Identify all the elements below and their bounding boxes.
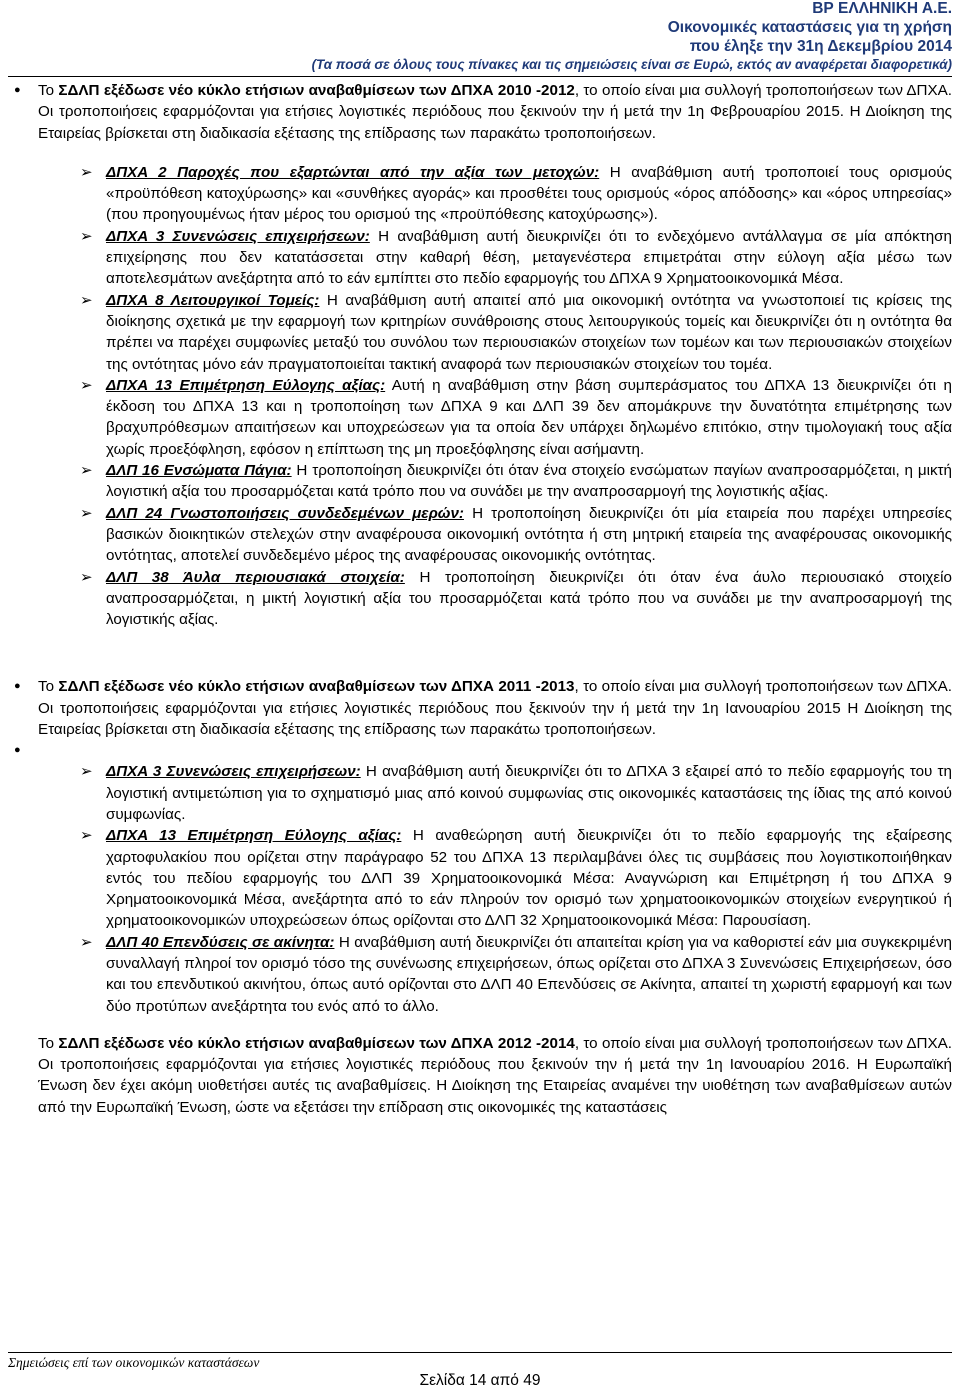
item-text: Η αναβάθμιση αυτή διευκρινίζει ότι το ΔΠΧΑ 3 εξαιρεί από το πεδίο εφαρμογής του τη λογιστική αντιμετώπιση για το σχηματισμό μιας από κοινού συμφωνίας στις οικονομικές καταστάσεις της ίδιας της από κοινού συμφωνίας. xyxy=(106,763,952,823)
section2-heading: ΣΔΛΠ εξέδωσε νέο κύκλο ετήσιων αναβαθμίσεων των ΔΠΧΑ 2011 -2013 xyxy=(58,678,575,696)
arrow-bullet-icon: ➢ xyxy=(80,163,93,181)
list-item xyxy=(14,567,952,631)
bullet-icon: ● xyxy=(14,744,21,757)
report-title: Οικονομικές καταστάσεις για τη χρήση xyxy=(667,19,952,36)
arrow-bullet-icon: ➢ xyxy=(80,376,93,394)
section1-prefix: Το xyxy=(38,82,59,99)
page-number: Σελίδα 14 από 49 xyxy=(419,1372,541,1389)
arrow-bullet-icon: ➢ xyxy=(80,291,93,309)
item-title: ΔΛΠ 16 Ενσώματα Πάγια: xyxy=(106,462,292,480)
document-body xyxy=(14,80,952,1118)
bullet-icon: ● xyxy=(14,84,21,96)
item-title: ΔΠΧΑ 3 Συνενώσεις επιχειρήσεων: xyxy=(106,227,370,245)
header-rule xyxy=(8,76,952,77)
bullet-icon: ● xyxy=(14,680,21,693)
arrow-bullet-icon: ➢ xyxy=(80,504,93,522)
list-item xyxy=(14,162,952,226)
footer-caption: Σημειώσεις επί των οικονομικών καταστάσεων xyxy=(8,1355,260,1370)
document-header xyxy=(312,0,952,74)
arrow-bullet-icon: ➢ xyxy=(80,227,93,245)
empty-bullet xyxy=(14,740,952,761)
section2-paragraph xyxy=(14,676,952,740)
item-text: Αυτή η αναβάθμιση στην βάση συμπεράσματος του ΔΠΧΑ 13 διευκρινίζει ότι η έκδοση του ΔΠΧΑ 13 και η τροποποίηση των ΔΠΧΑ 9 και ΔΛΠ 39 δεν απομάκρυνε την δυνατότητα επιμέτρησης των βραχυπρόθεσμων απαιτήσεων και υποχρεώσεων για τα οποία δεν υπάρχει δηλωμένο επιτόκιο, στην τιμολογιακή τους αξία χωρίς προεξόφληση, εφόσον η επίπτωση της μη προεξόφλησης είναι ασήμαντη. xyxy=(106,376,952,458)
item-title: ΔΛΠ 24 Γνωστοποιήσεις συνδεδεμένων μερών: xyxy=(106,504,464,522)
section2-text: , το οποίο είναι μια συλλογή τροποποιήσεων των ΔΠΧΑ. Οι τροποποιήσεις εφαρμόζονται για ετήσιες λογιστικές περιόδους που ξεκινούν την ή μετά την 1η Ιανουαρίου 2015 Η Διοίκηση της Εταιρείας βρίσκεται στη διαδικασία εξέτασης της επίδρασης των παρακάτω τροποποιήσεων. xyxy=(38,678,953,739)
section3-paragraph xyxy=(14,1033,952,1118)
arrow-bullet-icon: ➢ xyxy=(80,462,93,480)
list-item xyxy=(14,761,952,825)
item-text: Η αναβάθμιση αυτή διευκρινίζει ότι απαιτείται κρίση για να καθοριστεί εάν μια συγκεκριμένη συναλλαγή πληροί τον ορισμό τόσο της συνένωσης επιχειρήσεων, όπως ορίζεται στο ΔΠΧΑ 3 Συνενώσεις Επιχειρήσεων, όσο και του επενδυτικού ακινήτου, όπως αυτό ορίζονται στο ΔΛΠ 40 Επενδύσεις σε Ακίνητα, απαιτεί τη χωριστή εφαρμογή και των δύο προτύπων ανεξάρτητα του ενός από το άλλο. xyxy=(106,933,952,1015)
item-title: ΔΠΧΑ 3 Συνενώσεις επιχειρήσεων: xyxy=(106,763,361,781)
item-title: ΔΠΧΑ 8 Λειτουργικοί Τομείς: xyxy=(106,291,320,309)
list-item xyxy=(14,825,952,931)
list-item xyxy=(14,503,952,567)
footer-rule xyxy=(8,1352,952,1353)
item-title: ΔΠΧΑ 13 Επιμέτρηση Εύλογης αξίας: xyxy=(106,827,402,845)
item-text: Η τροποποίηση διευκρινίζει ότι όταν ένα άυλο περιουσιακό στοιχείο αναπροσαρμόζεται, η μικτή λογιστική αξία του προσαρμόζεται κατά τρόπο που να συνάδει με την αναπροσαρμογή της λογιστικής αξίας. xyxy=(106,568,952,629)
section3-heading: ΣΔΛΠ εξέδωσε νέο κύκλο ετήσιων αναβαθμίσεων των ΔΠΧΑ 2012 -2014 xyxy=(58,1034,575,1052)
currency-note: (Τα ποσά σε όλους τους πίνακες και τις σημειώσεις είναι σε Ευρώ, εκτός αν αναφέρεται διαφορετικά) xyxy=(311,57,952,72)
list-item xyxy=(14,375,952,460)
item-text: Η τροποποίηση διευκρινίζει ότι όταν ένα στοιχείο ενσώματων παγίων αναπροσαρμόζεται, η μικτή λογιστική αξία του προσαρμόζεται κατά τρόπο που να συνάδει με την αναπροσαρμογή της λογιστικής αξίας. xyxy=(106,462,952,501)
item-title: ΔΛΠ 38 Άυλα περιουσιακά στοιχεία: xyxy=(106,568,405,586)
item-title: ΔΠΧΑ 2 Παροχές που εξαρτώνται από την αξία των μετοχών: xyxy=(106,163,600,181)
list-item xyxy=(14,290,952,375)
arrow-bullet-icon: ➢ xyxy=(80,763,93,781)
section3-prefix: Το xyxy=(38,1034,59,1052)
item-title: ΔΛΠ 40 Επενδύσεις σε ακίνητα: xyxy=(106,933,335,951)
arrow-bullet-icon: ➢ xyxy=(80,827,93,845)
item-text: Η αναβάθμιση αυτή απαιτεί από μια οικονομική οντότητα να γνωστοποιεί τις κρίσεις της διοίκησης σχετικά με την εφαρμογή των κριτηρίων συνάθροισης στους λειτουργικούς τομείς και διευκρινίζει ότι η οντότητα θα πρέπει να παρέχει συμφωνίες μεταξύ του συνόλου των περιουσιακών στοιχείων των τομέων και των περιουσιακών στοιχείων της οντότητας μόνο εάν πραγματοποιείται τακτική αναφορά των περιουσιακών στοιχείων του τομέα. xyxy=(106,291,952,373)
item-title: ΔΠΧΑ 13 Επιμέτρηση Εύλογης αξίας: xyxy=(106,376,386,394)
arrow-bullet-icon: ➢ xyxy=(80,933,93,951)
item-text: Η αναβάθμιση αυτή διευκρινίζει ότι το ενδεχόμενο αντάλλαγμα σε μία απόκτηση επιχείρησης που δεν κατατάσσεται στην καθαρή θέση, μεταγενέστερα επιμετράται στην εύλογη αξία μέσω των αποτελεσμάτων ανεξάρτητα από το εάν εμπίπτει στο πεδίο εφαρμογής του ΔΠΧΑ 9 Χρηματοοικονομικά Μέσα. xyxy=(106,227,952,288)
item-text: Η αναβάθμιση αυτή τροποποιεί τους ορισμούς «προϋπόθεση κατοχύρωσης» και «συνθήκες αγοράς» και προσθέτει τους ορισμούς «όρος απόδοσης» και «όρος υπηρεσίας» (που προηγουμένως ήταν μέρος του ορισμού της «προϋπόθεσης κατοχύρωσης»). xyxy=(106,163,952,224)
item-text: Η αναθεώρηση αυτή διευκρινίζει ότι το πεδίο εφαρμογής της εξαίρεσης χαρτοφυλακίου που ορίζεται στην παράγραφο 52 του ΔΠΧΑ 13 περιλαμβάνει όλες τις συμβάσεις που λογιστικοποιήθηκαν εντός του πεδίου εφαρμογής του ΔΛΠ 39 Χρηματοοικονομικά Μέσα: Αναγνώριση και Επιμέτρηση ή του ΔΠΧΑ 9 Χρηματοοικονομικά Μέσα, ανεξάρτητα από το εάν πληρούν τον ορισμό των χρηματοοικονομικών στοιχείων ενεργητικού ή χρηματοοικονομικών υποχρεώσεων όπως ορίζονται στο ΔΛΠ 32 Χρηματοοικονομικά Μέσα: Παρουσίαση. xyxy=(106,827,952,930)
list-item xyxy=(14,226,952,290)
section1-text: , το οποίο είναι μια συλλογή τροποποιήσεων των ΔΠΧΑ. Οι τροποποιήσεις εφαρμόζονται για ετήσιες λογιστικές περιόδους που ξεκινούν την ή μετά την 1η Φεβρουαρίου 2015. Η Διοίκηση της Εταιρείας βρίσκεται στη διαδικασία εξέτασης της επίδρασης των παρακάτω τροποποιήσεων. xyxy=(38,82,953,142)
list-item xyxy=(14,932,952,1017)
section1-heading: ΣΔΛΠ εξέδωσε νέο κύκλο ετήσιων αναβαθμίσεων των ΔΠΧΑ 2010 -2012 xyxy=(58,82,575,99)
arrow-bullet-icon: ➢ xyxy=(80,568,93,586)
section3-text: , το οποίο είναι μια συλλογή τροποποιήσεων των ΔΠΧΑ. Οι τροποποιήσεις εφαρμόζονται για ετήσιες λογιστικές περιόδους που ξεκινούν την ή μετά την 1η Ιανουαρίου 2016. Η Ευρωπαϊκή Ένωση δεν έχει ακόμη υιοθετήσει αυτές τις αναβαθμίσεις. Η Διοίκηση της Εταιρείας αναμένει την υιοθέτηση των αναβαθμίσεων αυτών από την Ευρωπαϊκή Ένωση, ώστε να εξετάσει την επίδραση στις οικονομικές της καταστάσεις xyxy=(38,1034,953,1116)
company-name: ΒΡ ΕΛΛΗΝΙΚΗ Α.Ε. xyxy=(812,0,952,17)
section1-paragraph xyxy=(14,80,952,144)
section2-prefix: Το xyxy=(38,678,59,696)
list-item xyxy=(14,460,952,503)
item-text: Η τροποποίηση διευκρινίζει ότι μία εταιρεία που παρέχει υπηρεσίες βασικών διοικητικών στελεχών στην αναφέρουσα οικονομική οντότητα ή στη μητρική εταιρεία της αναφέρουσας οικονομικής οντότητας, αποτελεί συνδεδεμένο μέρος της αναφέρουσας οικονομικής οντότητας. xyxy=(106,504,953,565)
report-period: που έληξε την 31η Δεκεμβρίου 2014 xyxy=(689,38,952,55)
